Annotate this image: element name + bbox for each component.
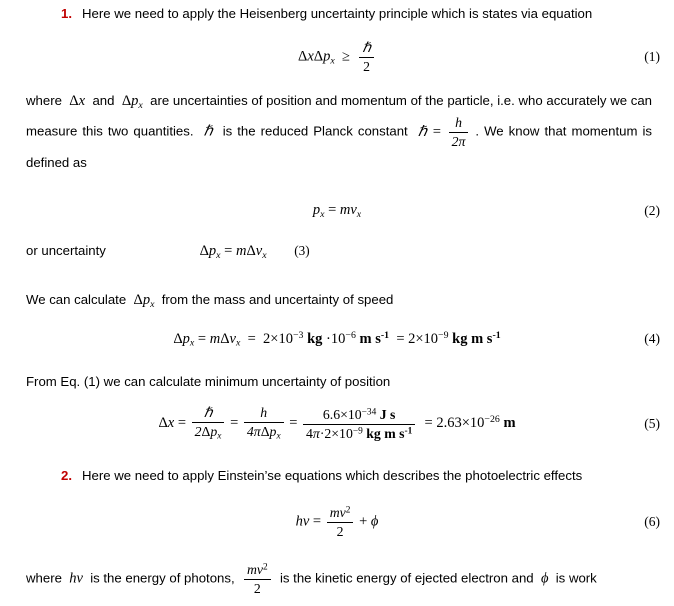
list-item-2-text: Here we need to apply Einstein’se equations which describes the photoelectric effects (82, 468, 583, 483)
inline-math-delta-px: $\Delta p_x$ (121, 93, 143, 111)
equation-5-number: (5) (644, 416, 660, 431)
equation-1-row (0, 40, 674, 74)
equation-4: $\Delta p_x = m\Delta v_x = 2\times 10^{-3}$ kg $\cdot 10^{-6}$ m $s^{-1} = 2\times 10^{-9}$ kg m $s^{-1}$ (173, 329, 501, 349)
equation-3-number: (3) (294, 243, 310, 258)
inline-math-phi: ϕ (537, 570, 553, 587)
equation-6-row (0, 503, 674, 541)
inline-math-kinetic-energy: $\frac{mv^2}{2}$ (238, 571, 276, 587)
paragraph-1 (26, 87, 652, 176)
equation-6: hν = $\frac{mv^2}{2}$ + ϕ (295, 504, 379, 539)
paragraph-5-part-a: where (26, 570, 62, 586)
paragraph-5-part-b: is the energy of photons, (90, 570, 235, 586)
inline-math-hbar-definition: ℏ = $\frac{h}{2\pi}$ (413, 124, 476, 140)
list-item-1 (46, 6, 658, 21)
paragraph-2-text: or uncertainty (26, 243, 106, 258)
equation-2: $p_x = mv_x$ (312, 202, 362, 220)
paragraph-5 (26, 562, 666, 597)
equation-4-row (0, 325, 674, 353)
paragraph-5-part-d: is work (555, 570, 597, 586)
equation-5-row (0, 400, 674, 448)
paragraph-1-part-c: are uncertainties of position and momentum of the particle, i.e. who accurately we can measure this two quantities. (26, 93, 653, 139)
paragraph-1-part-a: where (26, 93, 62, 108)
paragraph-3-part-a: We can calculate (26, 292, 127, 307)
list-item-1-number: 1. (61, 6, 72, 21)
equation-1-number: (1) (644, 49, 660, 64)
paragraph-1-part-e: . We know that momentum is defined as (26, 123, 652, 170)
paragraph-3 (26, 286, 652, 314)
equation-5: Δx = $\frac{\text{ℏ}}{2\Delta p_x}$ = $\frac{h}{4\pi\Delta p_x}$ = $\frac{6.6\times 10^{-34} J s}{4\pi\cdot 2\times 10^{-9} kg m s^{-1}}$ = $2.63\times 10^{-26}$ m (158, 405, 516, 442)
list-item-2-number: 2. (61, 468, 72, 483)
inline-math-hbar: ℏ (198, 123, 218, 140)
paragraph-2-row (26, 243, 652, 261)
paragraph-4: From Eq. (1) we can calculate minimum uncertainty of position (26, 374, 391, 389)
equation-2-number: (2) (644, 203, 660, 218)
inline-math-delta-px-2: $\Delta p_x$ (133, 292, 155, 310)
paragraph-1-part-b: and (92, 93, 115, 108)
equation-2-row (0, 198, 674, 224)
inline-math-h-nu: hν (65, 570, 87, 587)
inline-math-delta-x: Δx (69, 93, 89, 109)
list-item-1-text: Here we need to apply the Heisenberg uncertainty principle which is states via equation (82, 6, 593, 21)
equation-4-number: (4) (644, 331, 660, 346)
equation-3: $\Delta p_x = m\Delta v_x$ (199, 243, 267, 261)
paragraph-3-part-b: from the mass and uncertainty of speed (161, 292, 394, 307)
paragraph-1-part-d: is the reduced Planck constant (222, 123, 408, 139)
equation-6-number: (6) (644, 514, 660, 529)
equation-1: ΔxΔp$_x$ ≥ $\frac{\text{ℏ}}{2}$ (298, 40, 376, 75)
paragraph-5-part-c: is the kinetic energy of ejected electron and (279, 570, 534, 586)
list-item-2 (46, 468, 658, 483)
